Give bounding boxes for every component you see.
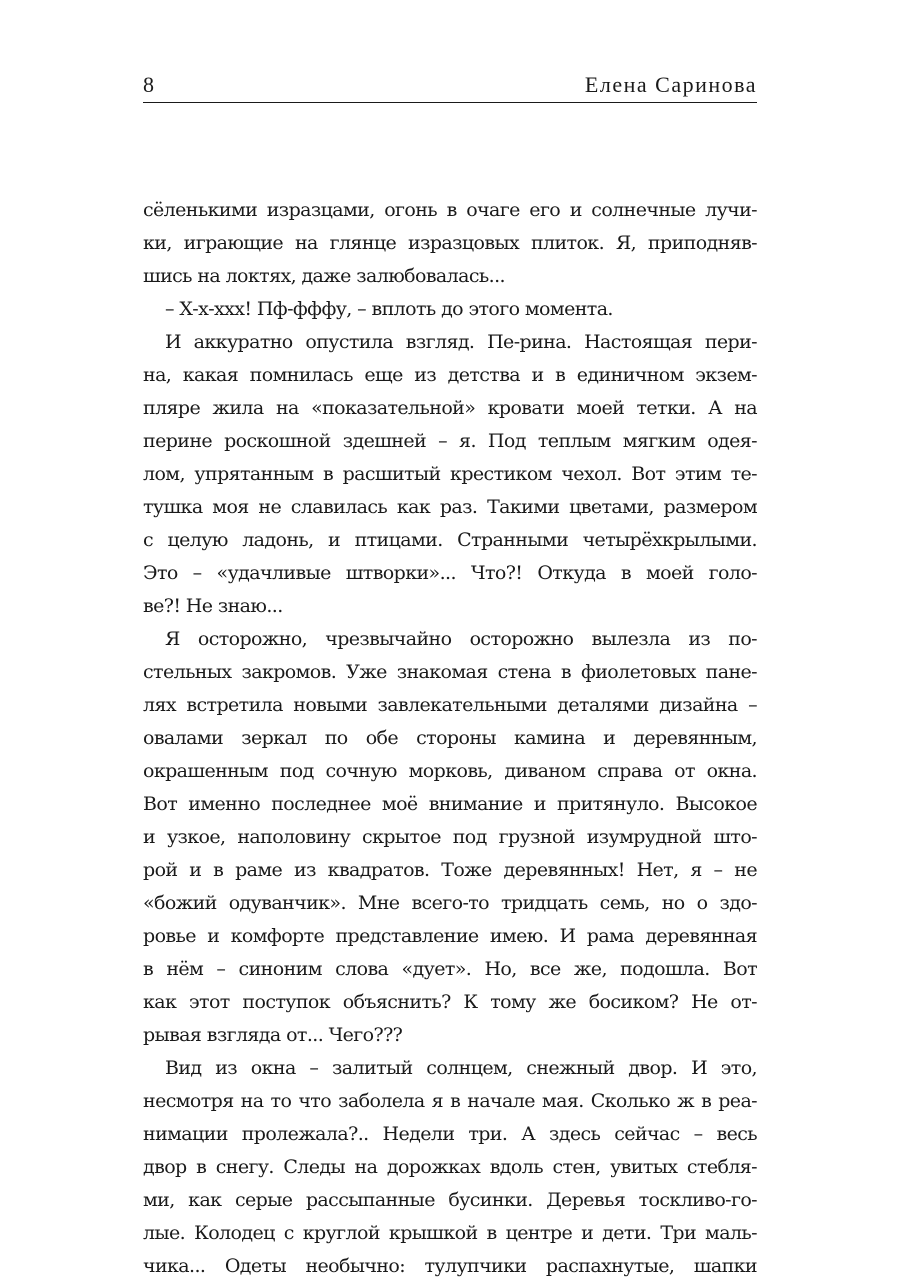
text-line: пляре жила на «показательной» кровати моей тетки. А на [143, 397, 757, 419]
page-number: 8 [143, 72, 154, 97]
text-line: нимации пролежала?.. Недели три. А здесь сейчас – весь [143, 1123, 757, 1145]
text-line: лях встретила новыми завлекательными деталями дизайна – [143, 694, 757, 716]
text-line: лые. Колодец с круглой крышкой в центре и дети. Три маль- [143, 1222, 757, 1244]
text-line: с целую ладонь, и птицами. Странными четырёхкрылыми. [143, 529, 757, 551]
text-line: ровье и комфорте представление имею. И рама деревянная [143, 925, 757, 947]
text-line: перине роскошной здешней – я. Под теплым мягким одея- [143, 430, 757, 452]
book-page [143, 62, 757, 1277]
text-line: окрашенным под сочную морковь, диваном справа от окна. [143, 760, 757, 782]
body-text [143, 194, 757, 1283]
text-line: Вид из окна – залитый солнцем, снежный двор. И это, [165, 1057, 757, 1079]
running-title-author: Елена Саринова [584, 72, 757, 97]
text-line: Я осторожно, чрезвычайно осторожно вылезла из по- [165, 628, 757, 650]
running-header [143, 62, 757, 103]
text-line: на, какая помнилась еще из детства и в единичном экзем- [143, 364, 757, 386]
text-line: Вот именно последнее моё внимание и притянуло. Высокое [143, 793, 757, 815]
text-line: – Х-х-ххх! Пф-фффу, – вплоть до этого момента. [165, 298, 613, 320]
text-line: как этот поступок объяснить? К тому же босиком? Не от- [143, 991, 757, 1013]
text-line: двор в снегу. Следы на дорожках вдоль стен, увитых стебля- [143, 1156, 757, 1178]
text-line: Это – «удачливые штворки»... Что?! Откуда в моей голо- [143, 562, 757, 584]
text-line: и узкое, наполовину скрытое под грузной изумрудной што- [143, 826, 757, 848]
text-line: лом, упрятанным в расшитый крестиком чехол. Вот этим те- [143, 463, 757, 485]
text-line: ки, играющие на глянце изразцовых плиток. Я, приподняв- [143, 232, 757, 254]
text-line: ве?! Не знаю... [143, 595, 283, 617]
text-line: сёленькими изразцами, огонь в очаге его и солнечные лучи- [143, 199, 757, 221]
text-line: рывая взгляда от... Чего??? [143, 1024, 403, 1046]
text-line: овалами зеркал по обе стороны камина и деревянным, [143, 727, 757, 749]
text-line: И аккуратно опустила взгляд. Пе-рина. Настоящая пери- [165, 331, 757, 353]
text-line: несмотря на то что заболела я в начале мая. Сколько ж в реа- [143, 1090, 757, 1112]
text-line: чика... Одеты необычно: тулупчики распахнутые, шапки [143, 1255, 757, 1277]
text-line: шись на локтях, даже залюбовалась... [143, 265, 505, 287]
text-line: рой и в раме из квадратов. Тоже деревянных! Нет, я – не [143, 859, 757, 881]
text-line: в нём – синоним слова «дует». Но, все же, подошла. Вот [143, 958, 757, 980]
text-line: стельных закромов. Уже знакомая стена в фиолетовых пане- [143, 661, 757, 683]
text-line: ми, как серые рассыпанные бусинки. Деревья тоскливо-го- [143, 1189, 757, 1211]
text-line: тушка моя не славилась как раз. Такими цветами, размером [143, 496, 757, 518]
text-line: «божий одуванчик». Мне всего-то тридцать семь, но о здо- [143, 892, 757, 914]
